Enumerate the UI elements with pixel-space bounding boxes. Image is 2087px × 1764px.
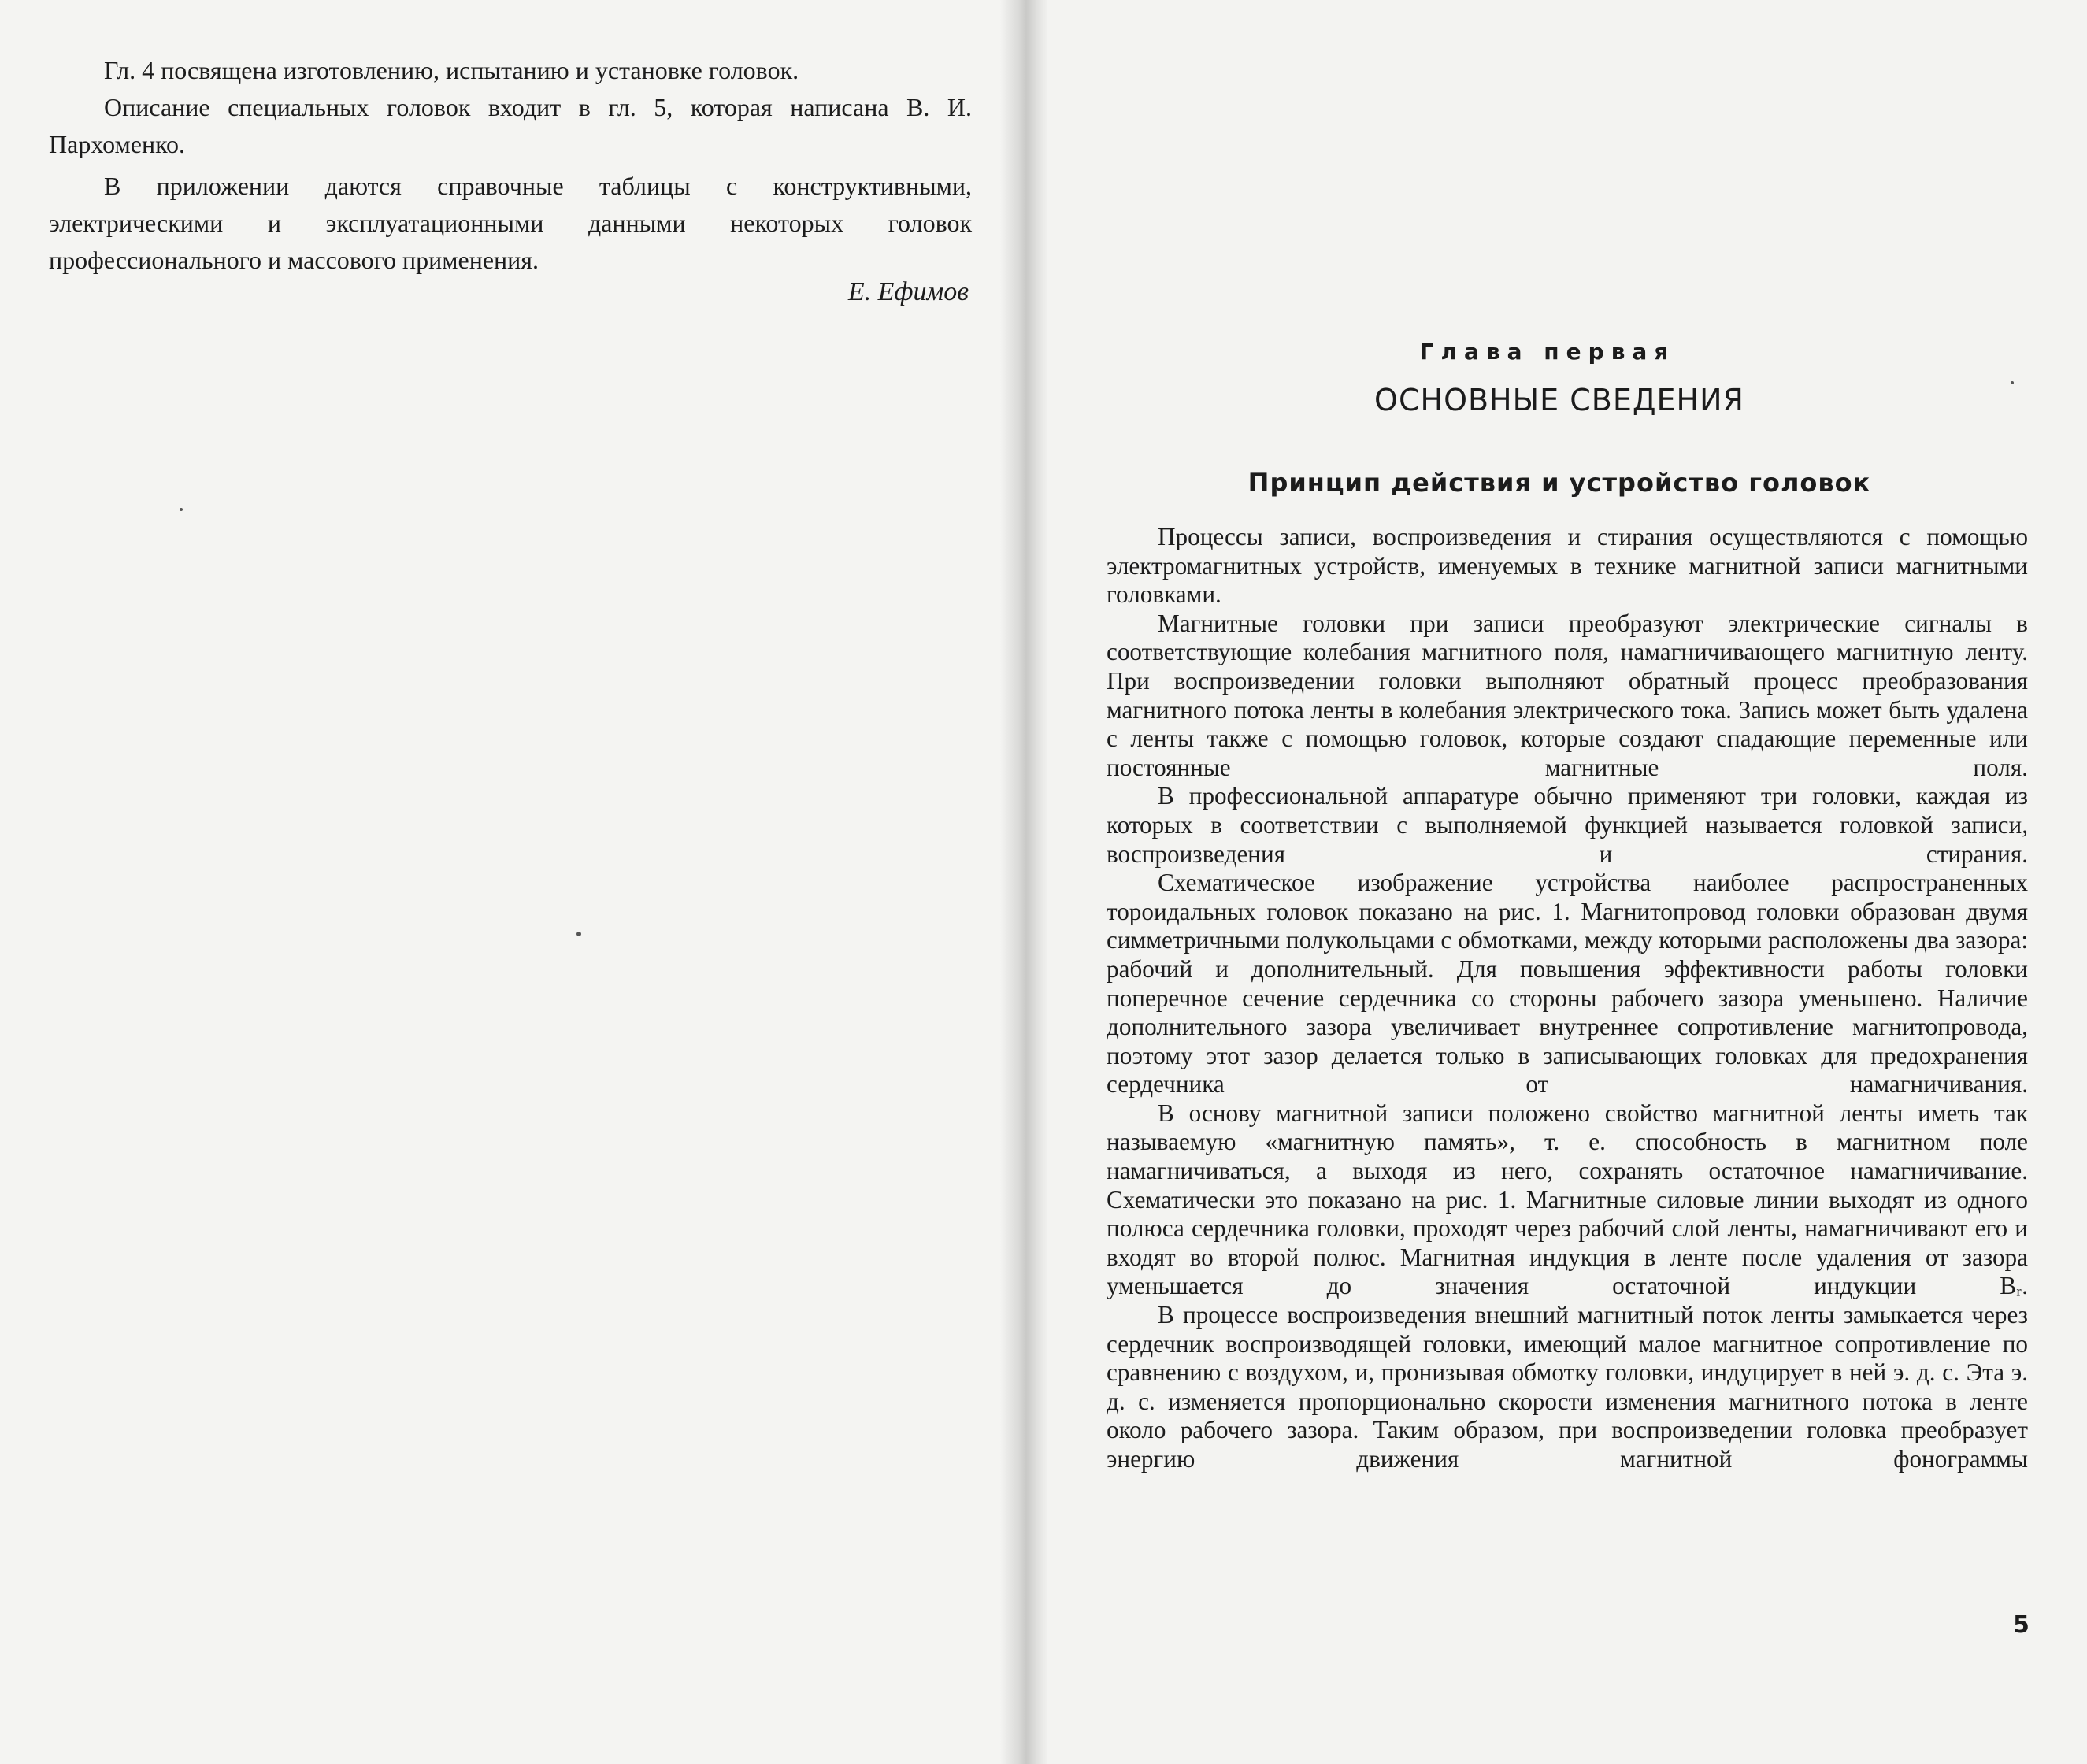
left-paragraph-3: В приложении даются справочные таблицы с конструктивными, электрическими и эксплуатационными данными некоторых головок профессионального и массового применения.	[49, 172, 972, 274]
author-signature: Е. Ефимов	[847, 277, 969, 306]
left-paragraph-2: Описание специальных головок входит в гл. 5, которая написана В. И. Пархоменко.	[49, 93, 972, 158]
scan-speck	[2011, 381, 2014, 384]
right-paragraph-3: В профессиональной аппаратуре обычно применяют три головки, каждая из которых в соответствии с выполняемой функцией называется головкой записи, воспроизведения и стирания.	[1107, 782, 2028, 868]
book-gutter	[1000, 0, 1047, 1764]
scan-speck	[576, 932, 581, 936]
right-paragraph-2: Магнитные головки при записи преобразуют электрические сигналы в соответствующие колебания магнитного поля, намагничивающего магнитную ленту. При воспроизведении головки выполняют обратный процесс преобразования магнитного потока ленты в колебания электрического тока. Запись может быть удалена с ленты также с помощью головок, которые создают спадающие переменные или постоянные магнитные поля.	[1107, 609, 2028, 781]
right-paragraph-1: Процессы записи, воспроизведения и стирания осуществляются с помощью электромагнитных устройств, именуемых в технике магнитной записи магнитными головками.	[1107, 523, 2028, 609]
left-page-text	[49, 52, 972, 284]
scan-speck	[180, 508, 183, 511]
page-number: 5	[2013, 1611, 2030, 1639]
right-paragraph-4: Схематическое изображение устройства наиболее распространенных тороидальных головок показано на рис. 1. Магнитопровод головки образован двумя симметричными полукольцами с обмотками, между которыми расположены два зазора: рабочий и дополнительный. Для повышения эффективности работы головки поперечное сечение сердечника со стороны рабочего зазора уменьшено. Наличие дополнительного зазора увеличивает внутреннее сопротивление магнитопровода, поэтому этот зазор делается только в записывающих головках для предохранения сердечника от намагничивания.	[1107, 869, 2028, 1099]
right-paragraph-6: В процессе воспроизведения внешний магнитный поток ленты замыкается через сердечник воспроизводящей головки, имеющий малое магнитное сопротивление по сравнению с воздухом, и, пронизывая обмотку головки, индуцирует в ней э. д. с. Эта э. д. с. изменяется пропорционально скорости изменения магнитного потока в ленте около рабочего зазора. Таким образом, при воспроизведении головка преобразует энергию движения магнитной фонограммы	[1107, 1301, 2028, 1473]
right-paragraph-5: В основу магнитной записи положено свойство магнитной ленты иметь так называемую «магнитную память», т. е. способность в магнитном поле намагничиваться, а выходя из него, сохранять остаточное намагничивание. Схематически это показано на рис. 1. Магнитные силовые линии выходят из одного полюса сердечника головки, проходят через рабочий слой ленты, намагничивают его и входят во второй полюс. Магнитная индукция в ленте после удаления от зазора уменьшается до значения остаточной индукции Bᵣ.	[1107, 1099, 2028, 1300]
section-title: Принцип действия и устройство головок	[1247, 468, 1871, 498]
chapter-label: Глава первая	[1419, 339, 1676, 365]
left-paragraph-1: Гл. 4 посвящена изготовлению, испытанию и установке головок.	[104, 56, 799, 84]
right-page-text	[1107, 523, 2028, 1474]
chapter-title: ОСНОВНЫЕ СВЕДЕНИЯ	[1374, 383, 1744, 417]
